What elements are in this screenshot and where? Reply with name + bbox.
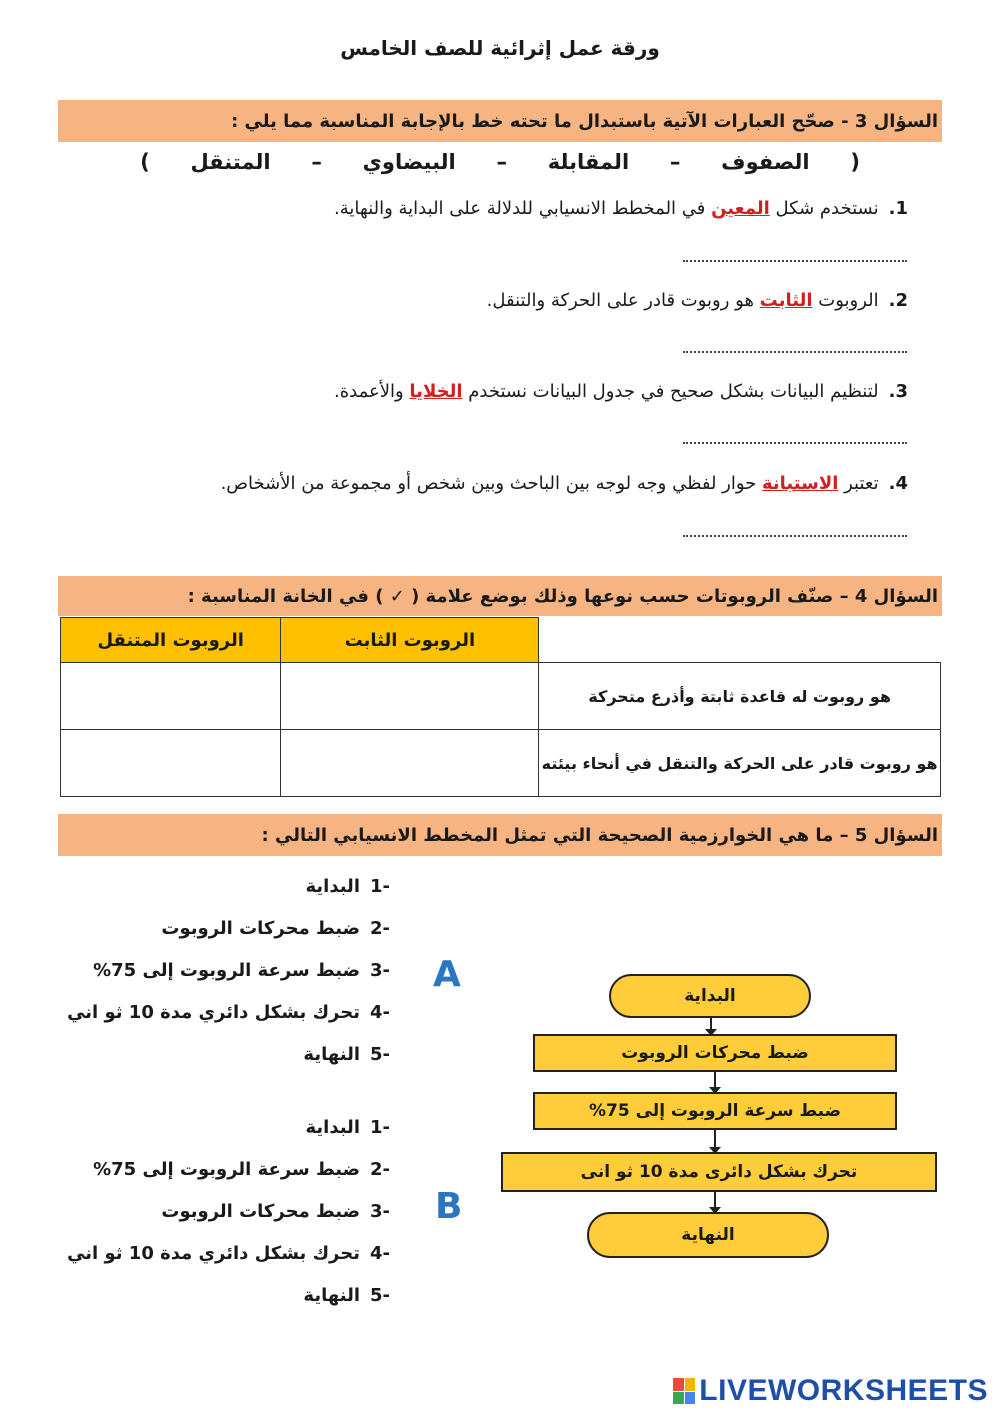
- option-b-step: -1البداية: [305, 1117, 390, 1138]
- flowchart-step-move: تحرك بشكل دائرى مدة 10 ثو انى: [501, 1152, 937, 1192]
- table-row: [61, 730, 941, 797]
- answer-line-4[interactable]: [683, 535, 907, 537]
- statement-3: 3.لتنظيم البيانات بشكل صحيح في جدول البيانات نستخدم الخلايا والأعمدة.: [333, 381, 908, 402]
- column-header-fixed-robot: الروبوت الثابت: [281, 618, 539, 663]
- option-b-letter[interactable]: B: [435, 1186, 463, 1227]
- option-a-step: -1البداية: [305, 876, 390, 897]
- statement-1: 1.نستخدم شكل المعين في المخطط الانسيابي للدلالة على البداية والنهاية.: [334, 198, 908, 219]
- row-description: هو روبوت له قاعدة ثابتة وأذرع متحركة: [539, 663, 941, 730]
- choice-interview: المقابلة: [547, 150, 630, 174]
- question-4-heading: السؤال 4 – صنّف الروبوتات حسب نوعها وذلك بوضع علامة ( ✓ ) في الخانة المناسبة :: [58, 576, 942, 616]
- flowchart-start: البداية: [609, 974, 811, 1018]
- option-b-step: -3ضبط محركات الروبوت: [161, 1201, 390, 1222]
- checkbox-cell-mobile[interactable]: [61, 730, 281, 797]
- underlined-term: المعين: [711, 198, 770, 219]
- liveworksheets-logo: LIVEWORKSHEETS: [673, 1374, 988, 1408]
- answer-choices: [140, 150, 860, 182]
- column-header-mobile-robot: الروبوت المتنقل: [61, 618, 281, 663]
- option-b-step: -2ضبط سرعة الروبوت إلى 75%: [93, 1159, 390, 1180]
- row-description: هو روبوت قادر على الحركة والتنقل في أنحاء بيئته: [539, 730, 941, 797]
- question-3-heading: السؤال 3 - صحّح العبارات الآتية باستبدال ما تحته خط بالإجابة المناسبة مما يلي :: [58, 100, 942, 142]
- underlined-term: الخلايا: [409, 381, 463, 402]
- answer-line-3[interactable]: [683, 442, 907, 444]
- underlined-term: الاستبانة: [762, 473, 839, 494]
- flowchart-arrow: [714, 1192, 716, 1212]
- header-blank-cell: [539, 618, 941, 663]
- choice-dash: –: [669, 150, 681, 174]
- answer-line-2[interactable]: [683, 351, 907, 353]
- choice-paren-close: ): [140, 150, 150, 174]
- flowchart-arrow: [710, 1018, 712, 1034]
- option-a-step: -3ضبط سرعة الروبوت إلى 75%: [93, 960, 390, 981]
- page-title: ورقة عمل إثرائية للصف الخامس: [340, 36, 660, 60]
- table-row: [61, 663, 941, 730]
- flowchart-end: النهاية: [587, 1212, 829, 1258]
- choice-rows: الصفوف: [721, 150, 810, 174]
- choice-dash: –: [311, 150, 322, 174]
- choice-mobile: المتنقل: [190, 150, 271, 174]
- flowchart-arrow: [714, 1130, 716, 1152]
- option-b-step: -5النهاية: [303, 1285, 390, 1306]
- statement-4: 4.تعتبر الاستبانة حوار لفظي وجه لوجه بين الباحث وبين شخص أو مجموعة من الأشخاص.: [220, 473, 908, 494]
- option-a-step: -2ضبط محركات الروبوت: [161, 918, 390, 939]
- flowchart-step-speed: ضبط سرعة الروبوت إلى 75%: [533, 1092, 897, 1130]
- option-a-letter[interactable]: A: [433, 954, 461, 995]
- answer-line-1[interactable]: [683, 260, 907, 262]
- flowchart-step-motors: ضبط محركات الروبوت: [533, 1034, 897, 1072]
- robot-classification-table: [60, 617, 941, 797]
- choice-paren-open: (: [850, 150, 860, 174]
- option-b-step: -4تحرك بشكل دائري مدة 10 ثو اني: [67, 1243, 390, 1264]
- checkbox-cell-fixed[interactable]: [281, 663, 539, 730]
- option-a-step: -4تحرك بشكل دائري مدة 10 ثو اني: [67, 1002, 390, 1023]
- choice-oval: البيضاوي: [362, 150, 456, 174]
- option-a-step: -5النهاية: [303, 1044, 390, 1065]
- statement-2: 2.الروبوت الثابت هو روبوت قادر على الحركة والتنقل.: [486, 290, 908, 311]
- checkbox-cell-mobile[interactable]: [61, 663, 281, 730]
- underlined-term: الثابت: [759, 290, 813, 311]
- checkbox-cell-fixed[interactable]: [281, 730, 539, 797]
- liveworksheets-icon: [673, 1378, 695, 1404]
- question-5-heading: السؤال 5 – ما هي الخوارزمية الصحيحة التي تمثل المخطط الانسيابي التالي :: [58, 814, 942, 856]
- flowchart-arrow: [714, 1072, 716, 1092]
- choice-dash: –: [496, 150, 508, 174]
